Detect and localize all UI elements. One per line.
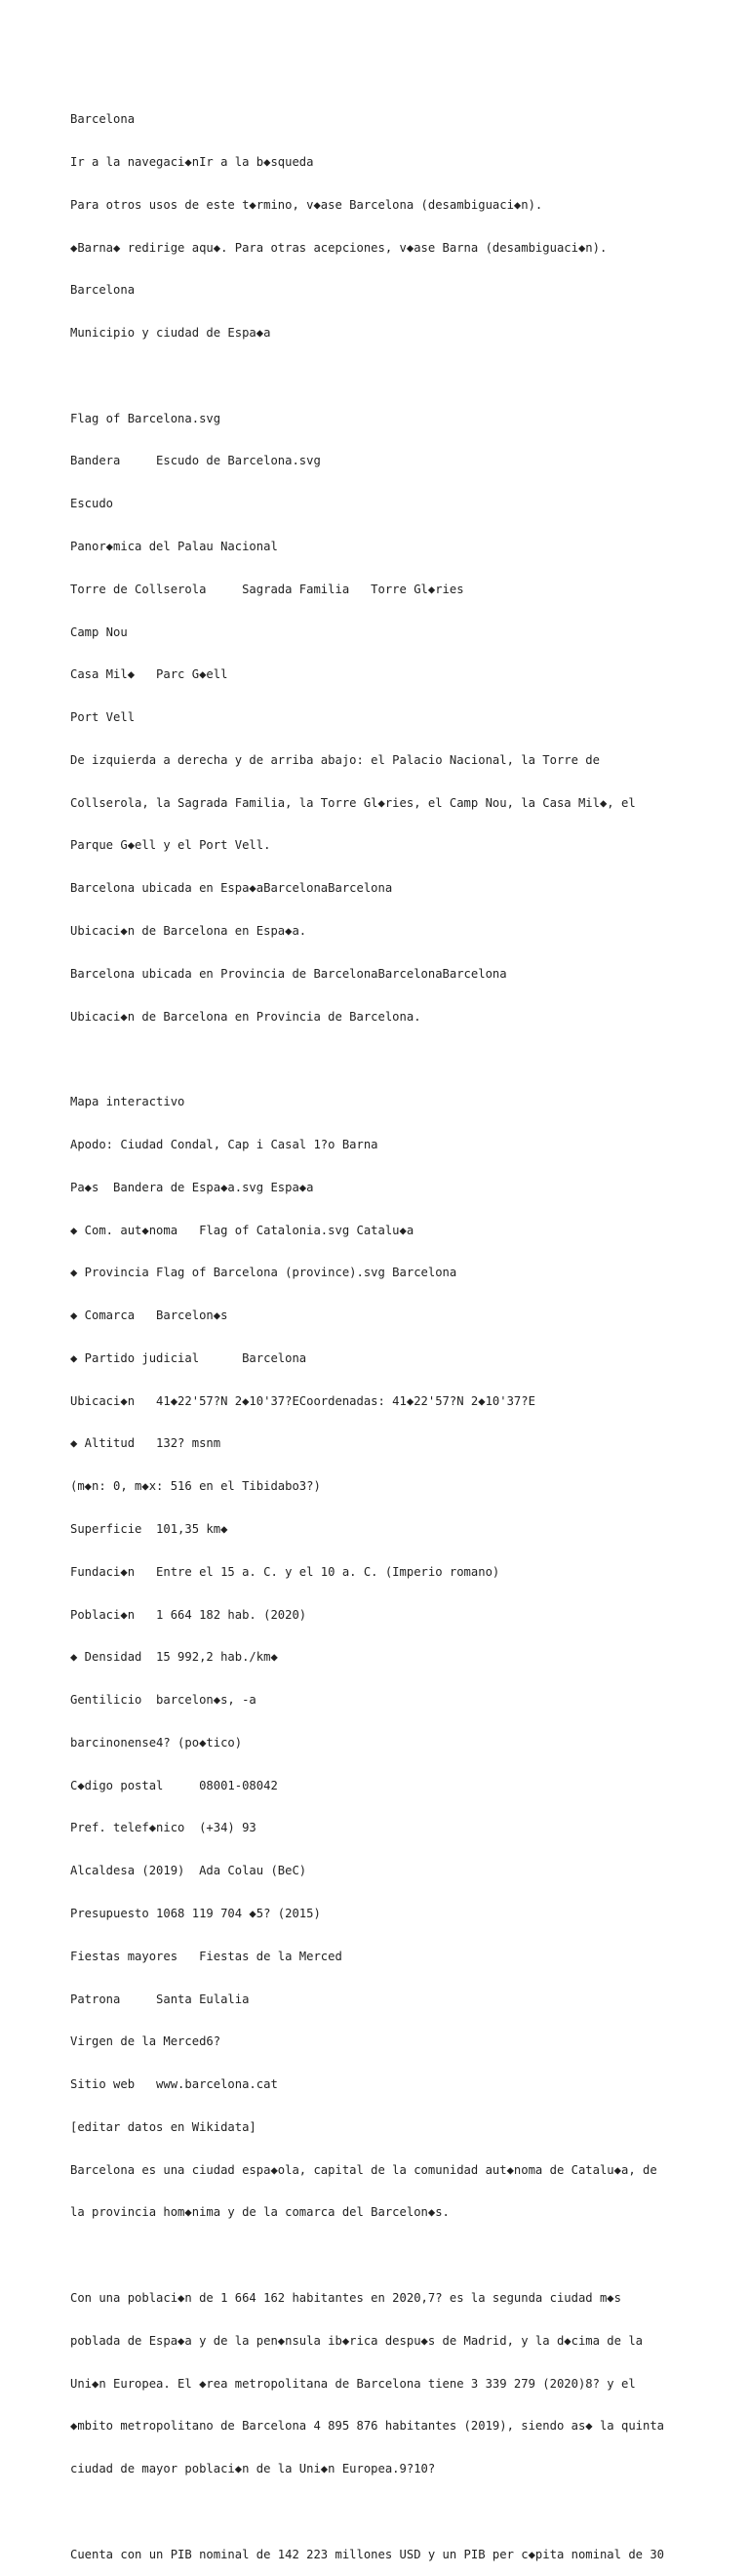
blank-line bbox=[70, 369, 733, 383]
text-line: ◆ Provincia Flag of Barcelona (province).svg Barcelona bbox=[70, 1266, 457, 1280]
text-line: Patrona Santa Eulalia bbox=[70, 1992, 250, 2006]
text-line: ◆ Partido judicial Barcelona bbox=[70, 1350, 307, 1365]
text-line: Con una poblaci◆n de 1 664 162 habitantes en 2020,7? es la segunda ciudad m◆s bbox=[70, 2291, 621, 2306]
text-line: ◆ Com. aut◆noma Flag of Catalonia.svg Catalu◆a bbox=[70, 1223, 414, 1237]
text-line: De izquierda a derecha y de arriba abajo: el Palacio Nacional, la Torre de bbox=[70, 752, 600, 767]
text-line: Sitio web www.barcelona.cat bbox=[70, 2077, 278, 2092]
text-line: Fiestas mayores Fiestas de la Merced bbox=[70, 1949, 342, 1963]
text-line: Ubicaci◆n 41◆22'57?N 2◆10'37?ECoordenadas: 41◆22'57?N 2◆10'37?E bbox=[70, 1393, 535, 1408]
text-line: Collserola, la Sagrada Familia, la Torre Gl◆ries, el Camp Nou, la Casa Mil◆, el bbox=[70, 795, 636, 810]
text-line: Ubicaci◆n de Barcelona en Espa◆a. bbox=[70, 924, 307, 939]
text-line: Torre de Collserola Sagrada Familia Torre Gl◆ries bbox=[70, 582, 464, 596]
text-line: Alcaldesa (2019) Ada Colau (BeC) bbox=[70, 1864, 307, 1878]
text-line: Barcelona ubicada en Provincia de BarcelonaBarcelonaBarcelona bbox=[70, 966, 507, 981]
text-line: Pa◆s Bandera de Espa◆a.svg Espa◆a bbox=[70, 1180, 314, 1194]
text-line: Port Vell bbox=[70, 710, 136, 725]
text-line: Pref. telef◆nico (+34) 93 bbox=[70, 1821, 256, 1835]
text-line: Cuenta con un PIB nominal de 142 223 millones USD y un PIB per c◆pita nominal de 30 bbox=[70, 2547, 665, 2561]
document-body bbox=[70, 84, 733, 2576]
text-line: Virgen de la Merced6? bbox=[70, 2034, 221, 2049]
text-line: Panor◆mica del Palau Nacional bbox=[70, 540, 278, 553]
text-line: Flag of Barcelona.svg bbox=[70, 411, 221, 425]
text-line: Casa Mil◆ Parc G◆ell bbox=[70, 667, 228, 682]
text-line: (m◆n: 0, m◆x: 516 en el Tibidabo3?) bbox=[70, 1479, 321, 1494]
text-line: Parque G◆ell y el Port Vell. bbox=[70, 838, 271, 853]
text-line: Uni◆n Europea. El ◆rea metropolitana de Barcelona tiene 3 339 279 (2020)8? y el bbox=[70, 2376, 636, 2391]
text-line: Ubicaci◆n de Barcelona en Provincia de Barcelona. bbox=[70, 1009, 421, 1024]
text-line: Para otros usos de este t◆rmino, v◆ase Barcelona (desambiguaci◆n). bbox=[70, 197, 543, 212]
text-line: poblada de Espa◆a y de la pen◆nsula ib◆rica despu◆s de Madrid, y la d◆cima de la bbox=[70, 2333, 643, 2348]
text-line: Presupuesto 1068 119 704 ◆5? (2015) bbox=[70, 1907, 321, 1920]
text-line: Gentilicio barcelon◆s, -a bbox=[70, 1693, 256, 1708]
text-line: ciudad de mayor poblaci◆n de la Uni◆n Europea.9?10? bbox=[70, 2462, 436, 2476]
text-line: ◆ Densidad 15 992,2 hab./km◆ bbox=[70, 1650, 278, 1665]
text-line: Barcelona bbox=[70, 283, 136, 298]
text-line: Escudo bbox=[70, 497, 114, 511]
text-line: Ir a la navegaci◆nIr a la b◆squeda bbox=[70, 154, 314, 169]
blank-line bbox=[70, 1052, 733, 1067]
text-line: C◆digo postal 08001-08042 bbox=[70, 1778, 278, 1792]
text-line: Poblaci◆n 1 664 182 hab. (2020) bbox=[70, 1607, 307, 1622]
text-line: barcinonense4? (po◆tico) bbox=[70, 1735, 243, 1750]
text-line: Camp Nou bbox=[70, 624, 128, 639]
text-line: Municipio y ciudad de Espa◆a bbox=[70, 326, 271, 341]
text-line: ◆mbito metropolitano de Barcelona 4 895 876 habitantes (2019), siendo as◆ la quinta bbox=[70, 2419, 665, 2434]
text-line: Barcelona ubicada en Espa◆aBarcelonaBarcelona bbox=[70, 881, 393, 896]
blank-line bbox=[70, 2248, 733, 2263]
text-line: la provincia hom◆nima y de la comarca del Barcelon◆s. bbox=[70, 2205, 450, 2220]
text-line: Barcelona es una ciudad espa◆ola, capital de la comunidad aut◆noma de Catalu◆a, de bbox=[70, 2162, 657, 2177]
text-line: ◆ Comarca Barcelon◆s bbox=[70, 1308, 228, 1323]
text-line: [editar datos en Wikidata] bbox=[70, 2119, 256, 2134]
text-line: ◆ Altitud 132? msnm bbox=[70, 1436, 221, 1451]
text-line: ◆Barna◆ redirige aqu◆. Para otras acepciones, v◆ase Barna (desambiguaci◆n). bbox=[70, 240, 608, 255]
text-line: Mapa interactivo bbox=[70, 1095, 185, 1109]
text-line: Bandera Escudo de Barcelona.svg bbox=[70, 454, 321, 468]
text-line: Apodo: Ciudad Condal, Cap i Casal 1?o Barna bbox=[70, 1137, 378, 1151]
text-line: Barcelona bbox=[70, 112, 136, 127]
blank-line bbox=[70, 2505, 733, 2519]
text-line: Superficie 101,35 km◆ bbox=[70, 1521, 228, 1536]
text-line: Fundaci◆n Entre el 15 a. C. y el 10 a. C. (Imperio romano) bbox=[70, 1564, 500, 1579]
